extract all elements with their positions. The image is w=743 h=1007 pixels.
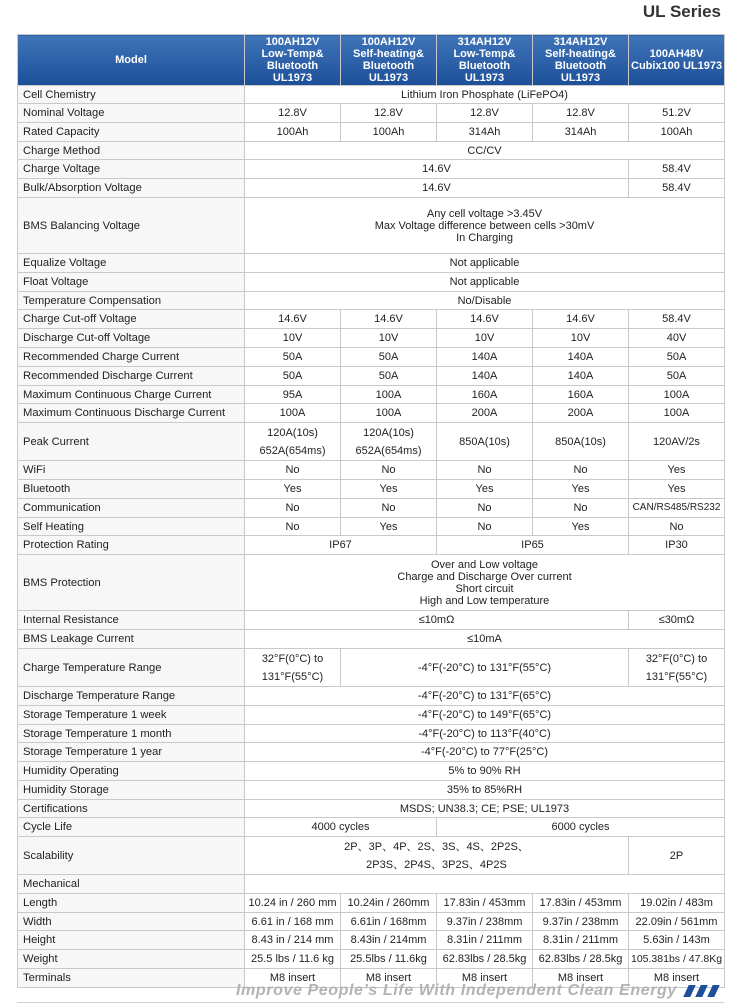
cell-value: No	[341, 461, 437, 480]
row-label: Humidity Storage	[18, 781, 245, 800]
row-label: Maximum Continuous Charge Current	[18, 386, 245, 404]
cell-value: 50A	[341, 348, 437, 367]
cell-value: 200A	[437, 404, 533, 423]
cell-value: -4°F(-20°C) to 113°F(40°C)	[245, 725, 725, 743]
row-height	[18, 931, 725, 950]
cell-value: M8 insert	[533, 969, 629, 988]
row-wifi	[18, 461, 725, 480]
row-bulk-voltage	[18, 179, 725, 198]
row-charge-temp	[18, 649, 725, 687]
series-title: UL Series	[642, 2, 721, 21]
cell-value: 10.24 in / 260 mm	[245, 894, 341, 913]
row-label: Length	[18, 894, 245, 913]
cell-value: MSDS; UN38.3; CE; PSE; UL1973	[245, 800, 725, 818]
cell-value: 100Ah	[341, 123, 437, 142]
cell-value: 22.09in / 561mm	[629, 913, 725, 931]
cell-value: 140A	[437, 348, 533, 367]
cell-value: 5.63in / 143m	[629, 931, 725, 950]
cell-value: M8 insert	[341, 969, 437, 988]
cell-value: 120A(10s) 652A(654ms)	[341, 423, 437, 461]
cell-value: 8.31in / 211mm	[533, 931, 629, 950]
row-label: Humidity Operating	[18, 762, 245, 781]
row-label: Cycle Life	[18, 818, 245, 837]
cell-value: 160A	[437, 386, 533, 404]
row-label: Float Voltage	[18, 273, 245, 292]
cell-value: 14.6V	[245, 160, 629, 179]
cell-value: No	[245, 499, 341, 518]
cell-value: No	[437, 518, 533, 536]
row-bms-balancing	[18, 198, 725, 254]
row-label: Bluetooth	[18, 480, 245, 499]
row-label: Width	[18, 913, 245, 931]
row-humidity-storage	[18, 781, 725, 800]
cell-value: 14.6V	[533, 310, 629, 329]
cell-value: 2P	[629, 837, 725, 875]
model-col-5: 100AH48V Cubix100 UL1973	[629, 35, 725, 86]
footer-divider	[17, 1002, 724, 1003]
cell-value: 51.2V	[629, 104, 725, 123]
cell-value: Not applicable	[245, 273, 725, 292]
row-label: BMS Protection	[18, 555, 245, 611]
cell-value: 5% to 90% RH	[245, 762, 725, 781]
cell-value: 160A	[533, 386, 629, 404]
cell-value: 8.43 in / 214 mm	[245, 931, 341, 950]
cell-value: 6.61 in / 168 mm	[245, 913, 341, 931]
cell-value: -4°F(-20°C) to 131°F(65°C)	[245, 687, 725, 706]
row-rec-charge	[18, 348, 725, 367]
cell-value: -4°F(-20°C) to 131°F(55°C)	[341, 649, 629, 687]
cell-value: ≤10mA	[245, 630, 725, 649]
cell-value: 6000 cycles	[437, 818, 725, 837]
cell-value: 100A	[629, 404, 725, 423]
cell-value: 32°F(0°C) to 131°F(55°C)	[629, 649, 725, 687]
row-label: Rated Capacity	[18, 123, 245, 142]
cell-value: 9.37in / 238mm	[437, 913, 533, 931]
cell-value: 200A	[533, 404, 629, 423]
cell-value: 140A	[533, 367, 629, 386]
row-equalize	[18, 254, 725, 273]
row-storage-1y	[18, 743, 725, 762]
cell-value: 12.8V	[341, 104, 437, 123]
cell-value: 50A	[629, 367, 725, 386]
model-header: Model	[18, 35, 245, 86]
spec-table	[17, 34, 725, 988]
row-discharge-cutoff	[18, 329, 725, 348]
cell-value: 10V	[245, 329, 341, 348]
row-cell-chemistry	[18, 86, 725, 104]
cell-value: 32°F(0°C) to 131°F(55°C)	[245, 649, 341, 687]
row-label: Storage Temperature 1 month	[18, 725, 245, 743]
footer-slogan: Improve People’s Life With Independent Clean Energy	[236, 982, 677, 999]
cell-value: -4°F(-20°C) to 149°F(65°C)	[245, 706, 725, 725]
cell-value: 14.6V	[437, 310, 533, 329]
cell-value: 50A	[629, 348, 725, 367]
row-label: Discharge Temperature Range	[18, 687, 245, 706]
cell-value: 10.24in / 260mm	[341, 894, 437, 913]
cell-value: Yes	[629, 480, 725, 499]
header-row	[18, 35, 725, 86]
row-leakage	[18, 630, 725, 649]
cell-value: 6.61in / 168mm	[341, 913, 437, 931]
row-protection	[18, 536, 725, 555]
cell-value: 25.5lbs / 11.6kg	[341, 950, 437, 969]
row-certifications	[18, 800, 725, 818]
row-label: Equalize Voltage	[18, 254, 245, 273]
cell-value: IP67	[245, 536, 437, 555]
cell-value: Not applicable	[245, 254, 725, 273]
row-max-discharge	[18, 404, 725, 423]
cell-value: CAN/RS485/RS232	[629, 499, 725, 518]
cell-value: Yes	[245, 480, 341, 499]
cell-value: 50A	[341, 367, 437, 386]
cell-value: No	[341, 499, 437, 518]
cell-value: Yes	[629, 461, 725, 480]
row-float	[18, 273, 725, 292]
row-label: Storage Temperature 1 year	[18, 743, 245, 762]
cell-value: 100A	[629, 386, 725, 404]
cell-value: 850A(10s)	[437, 423, 533, 461]
cell-value: 19.02in / 483m	[629, 894, 725, 913]
model-col-4: 314AH12V Self-heating& Bluetooth UL1973	[533, 35, 629, 86]
cell-value: 100Ah	[629, 123, 725, 142]
cell-value: -4°F(-20°C) to 77°F(25°C)	[245, 743, 725, 762]
cell-value: M8 insert	[437, 969, 533, 988]
cell-value: Yes	[533, 518, 629, 536]
cell-value: M8 insert	[245, 969, 341, 988]
row-label: Scalability	[18, 837, 245, 875]
cell-value: 35% to 85%RH	[245, 781, 725, 800]
cell-value: No	[629, 518, 725, 536]
row-label: WiFi	[18, 461, 245, 480]
row-label: Charge Temperature Range	[18, 649, 245, 687]
row-charge-voltage	[18, 160, 725, 179]
row-label: Communication	[18, 499, 245, 518]
cell-value: 14.6V	[245, 179, 629, 198]
cell-value: 100A	[341, 404, 437, 423]
row-label: Mechanical	[18, 875, 245, 894]
cell-value: Over and Low voltage Charge and Discharge Over current Short circuit High and Low temperature	[245, 555, 725, 611]
row-label: Self Heating	[18, 518, 245, 536]
row-bms-protection	[18, 555, 725, 611]
model-col-3: 314AH12V Low-Temp& Bluetooth UL1973	[437, 35, 533, 86]
row-width	[18, 913, 725, 931]
cell-value: 12.8V	[533, 104, 629, 123]
row-label: Recommended Charge Current	[18, 348, 245, 367]
cell-value: 14.6V	[245, 310, 341, 329]
row-length	[18, 894, 725, 913]
row-label: Maximum Continuous Discharge Current	[18, 404, 245, 423]
cell-value: 9.37in / 238mm	[533, 913, 629, 931]
row-nominal-voltage	[18, 104, 725, 123]
cell-value: IP30	[629, 536, 725, 555]
row-label: Charge Cut-off Voltage	[18, 310, 245, 329]
cell-value: 850A(10s)	[533, 423, 629, 461]
row-storage-1m	[18, 725, 725, 743]
row-label: Recommended Discharge Current	[18, 367, 245, 386]
cell-value: ≤10mΩ	[245, 611, 629, 630]
row-label: Internal Resistance	[18, 611, 245, 630]
cell-value: 314Ah	[533, 123, 629, 142]
stripes-logo-icon	[682, 985, 726, 997]
cell-value: 14.6V	[341, 310, 437, 329]
cell-value: 105.381bs / 47.8Kg	[629, 950, 725, 969]
cell-value: 50A	[245, 367, 341, 386]
cell-value: 2P、3P、4P、2S、3S、4S、2P2S、 2P3S、2P4S、3P2S、4P2S	[245, 837, 629, 875]
cell-value: 120AV/2s	[629, 423, 725, 461]
row-bluetooth	[18, 480, 725, 499]
row-label: Storage Temperature 1 week	[18, 706, 245, 725]
row-mechanical	[18, 875, 725, 894]
row-scalability	[18, 837, 725, 875]
row-weight	[18, 950, 725, 969]
cell-value	[245, 875, 725, 894]
row-rec-discharge	[18, 367, 725, 386]
cell-value: 50A	[245, 348, 341, 367]
cell-value: No	[533, 461, 629, 480]
row-peak	[18, 423, 725, 461]
cell-value: 10V	[437, 329, 533, 348]
cell-value: 62.83lbs / 28.5kg	[437, 950, 533, 969]
row-label: Nominal Voltage	[18, 104, 245, 123]
row-temp-comp	[18, 292, 725, 310]
cell-value: Yes	[341, 518, 437, 536]
cell-value: 314Ah	[437, 123, 533, 142]
cell-value: 4000 cycles	[245, 818, 437, 837]
cell-value: Yes	[341, 480, 437, 499]
cell-value: 10V	[341, 329, 437, 348]
cell-value: 100A	[341, 386, 437, 404]
row-label: Certifications	[18, 800, 245, 818]
model-col-1: 100AH12V Low-Temp& Bluetooth UL1973	[245, 35, 341, 86]
cell-value: 58.4V	[629, 160, 725, 179]
row-label: Peak Current	[18, 423, 245, 461]
row-label: Charge Voltage	[18, 160, 245, 179]
row-max-charge	[18, 386, 725, 404]
cell-value: 100Ah	[245, 123, 341, 142]
cell-value: 12.8V	[245, 104, 341, 123]
cell-value: 140A	[437, 367, 533, 386]
row-label: BMS Balancing Voltage	[18, 198, 245, 254]
row-label: Bulk/Absorption Voltage	[18, 179, 245, 198]
row-humidity-operating	[18, 762, 725, 781]
model-col-2: 100AH12V Self-heating& Bluetooth UL1973	[341, 35, 437, 86]
cell-value: 10V	[533, 329, 629, 348]
row-label: Discharge Cut-off Voltage	[18, 329, 245, 348]
row-self-heating	[18, 518, 725, 536]
cell-value: 17.83in / 453mm	[533, 894, 629, 913]
cell-value: ≤30mΩ	[629, 611, 725, 630]
row-discharge-temp	[18, 687, 725, 706]
cell-value: IP65	[437, 536, 629, 555]
cell-value: 8.43in / 214mm	[341, 931, 437, 950]
row-label: Height	[18, 931, 245, 950]
cell-value: No	[245, 518, 341, 536]
row-charge-cutoff	[18, 310, 725, 329]
row-label: BMS Leakage Current	[18, 630, 245, 649]
cell-value: Lithium Iron Phosphate (LiFePO4)	[245, 86, 725, 104]
cell-value: 120A(10s) 652A(654ms)	[245, 423, 341, 461]
cell-value: Yes	[533, 480, 629, 499]
row-rated-capacity	[18, 123, 725, 142]
cell-value: 8.31in / 211mm	[437, 931, 533, 950]
row-charge-method	[18, 142, 725, 160]
row-storage-1w	[18, 706, 725, 725]
cell-value: 62.83lbs / 28.5kg	[533, 950, 629, 969]
row-label: Terminals	[18, 969, 245, 988]
cell-value: No	[245, 461, 341, 480]
row-cycle-life	[18, 818, 725, 837]
row-label: Protection Rating	[18, 536, 245, 555]
cell-value: 100A	[245, 404, 341, 423]
cell-value: M8 insert	[629, 969, 725, 988]
row-label: Temperature Compensation	[18, 292, 245, 310]
cell-value: No/Disable	[245, 292, 725, 310]
row-label: Charge Method	[18, 142, 245, 160]
cell-value: 25.5 lbs / 11.6 kg	[245, 950, 341, 969]
row-label: Cell Chemistry	[18, 86, 245, 104]
cell-value: 95A	[245, 386, 341, 404]
cell-value: Yes	[437, 480, 533, 499]
cell-value: 58.4V	[629, 179, 725, 198]
cell-value: 140A	[533, 348, 629, 367]
cell-value: No	[437, 461, 533, 480]
cell-value: 17.83in / 453mm	[437, 894, 533, 913]
cell-value: 12.8V	[437, 104, 533, 123]
cell-value: CC/CV	[245, 142, 725, 160]
row-internal-resistance	[18, 611, 725, 630]
cell-value: Any cell voltage >3.45V Max Voltage difference between cells >30mV In Charging	[245, 198, 725, 254]
row-communication	[18, 499, 725, 518]
cell-value: No	[533, 499, 629, 518]
cell-value: No	[437, 499, 533, 518]
cell-value: 58.4V	[629, 310, 725, 329]
row-label: Weight	[18, 950, 245, 969]
cell-value: 40V	[629, 329, 725, 348]
